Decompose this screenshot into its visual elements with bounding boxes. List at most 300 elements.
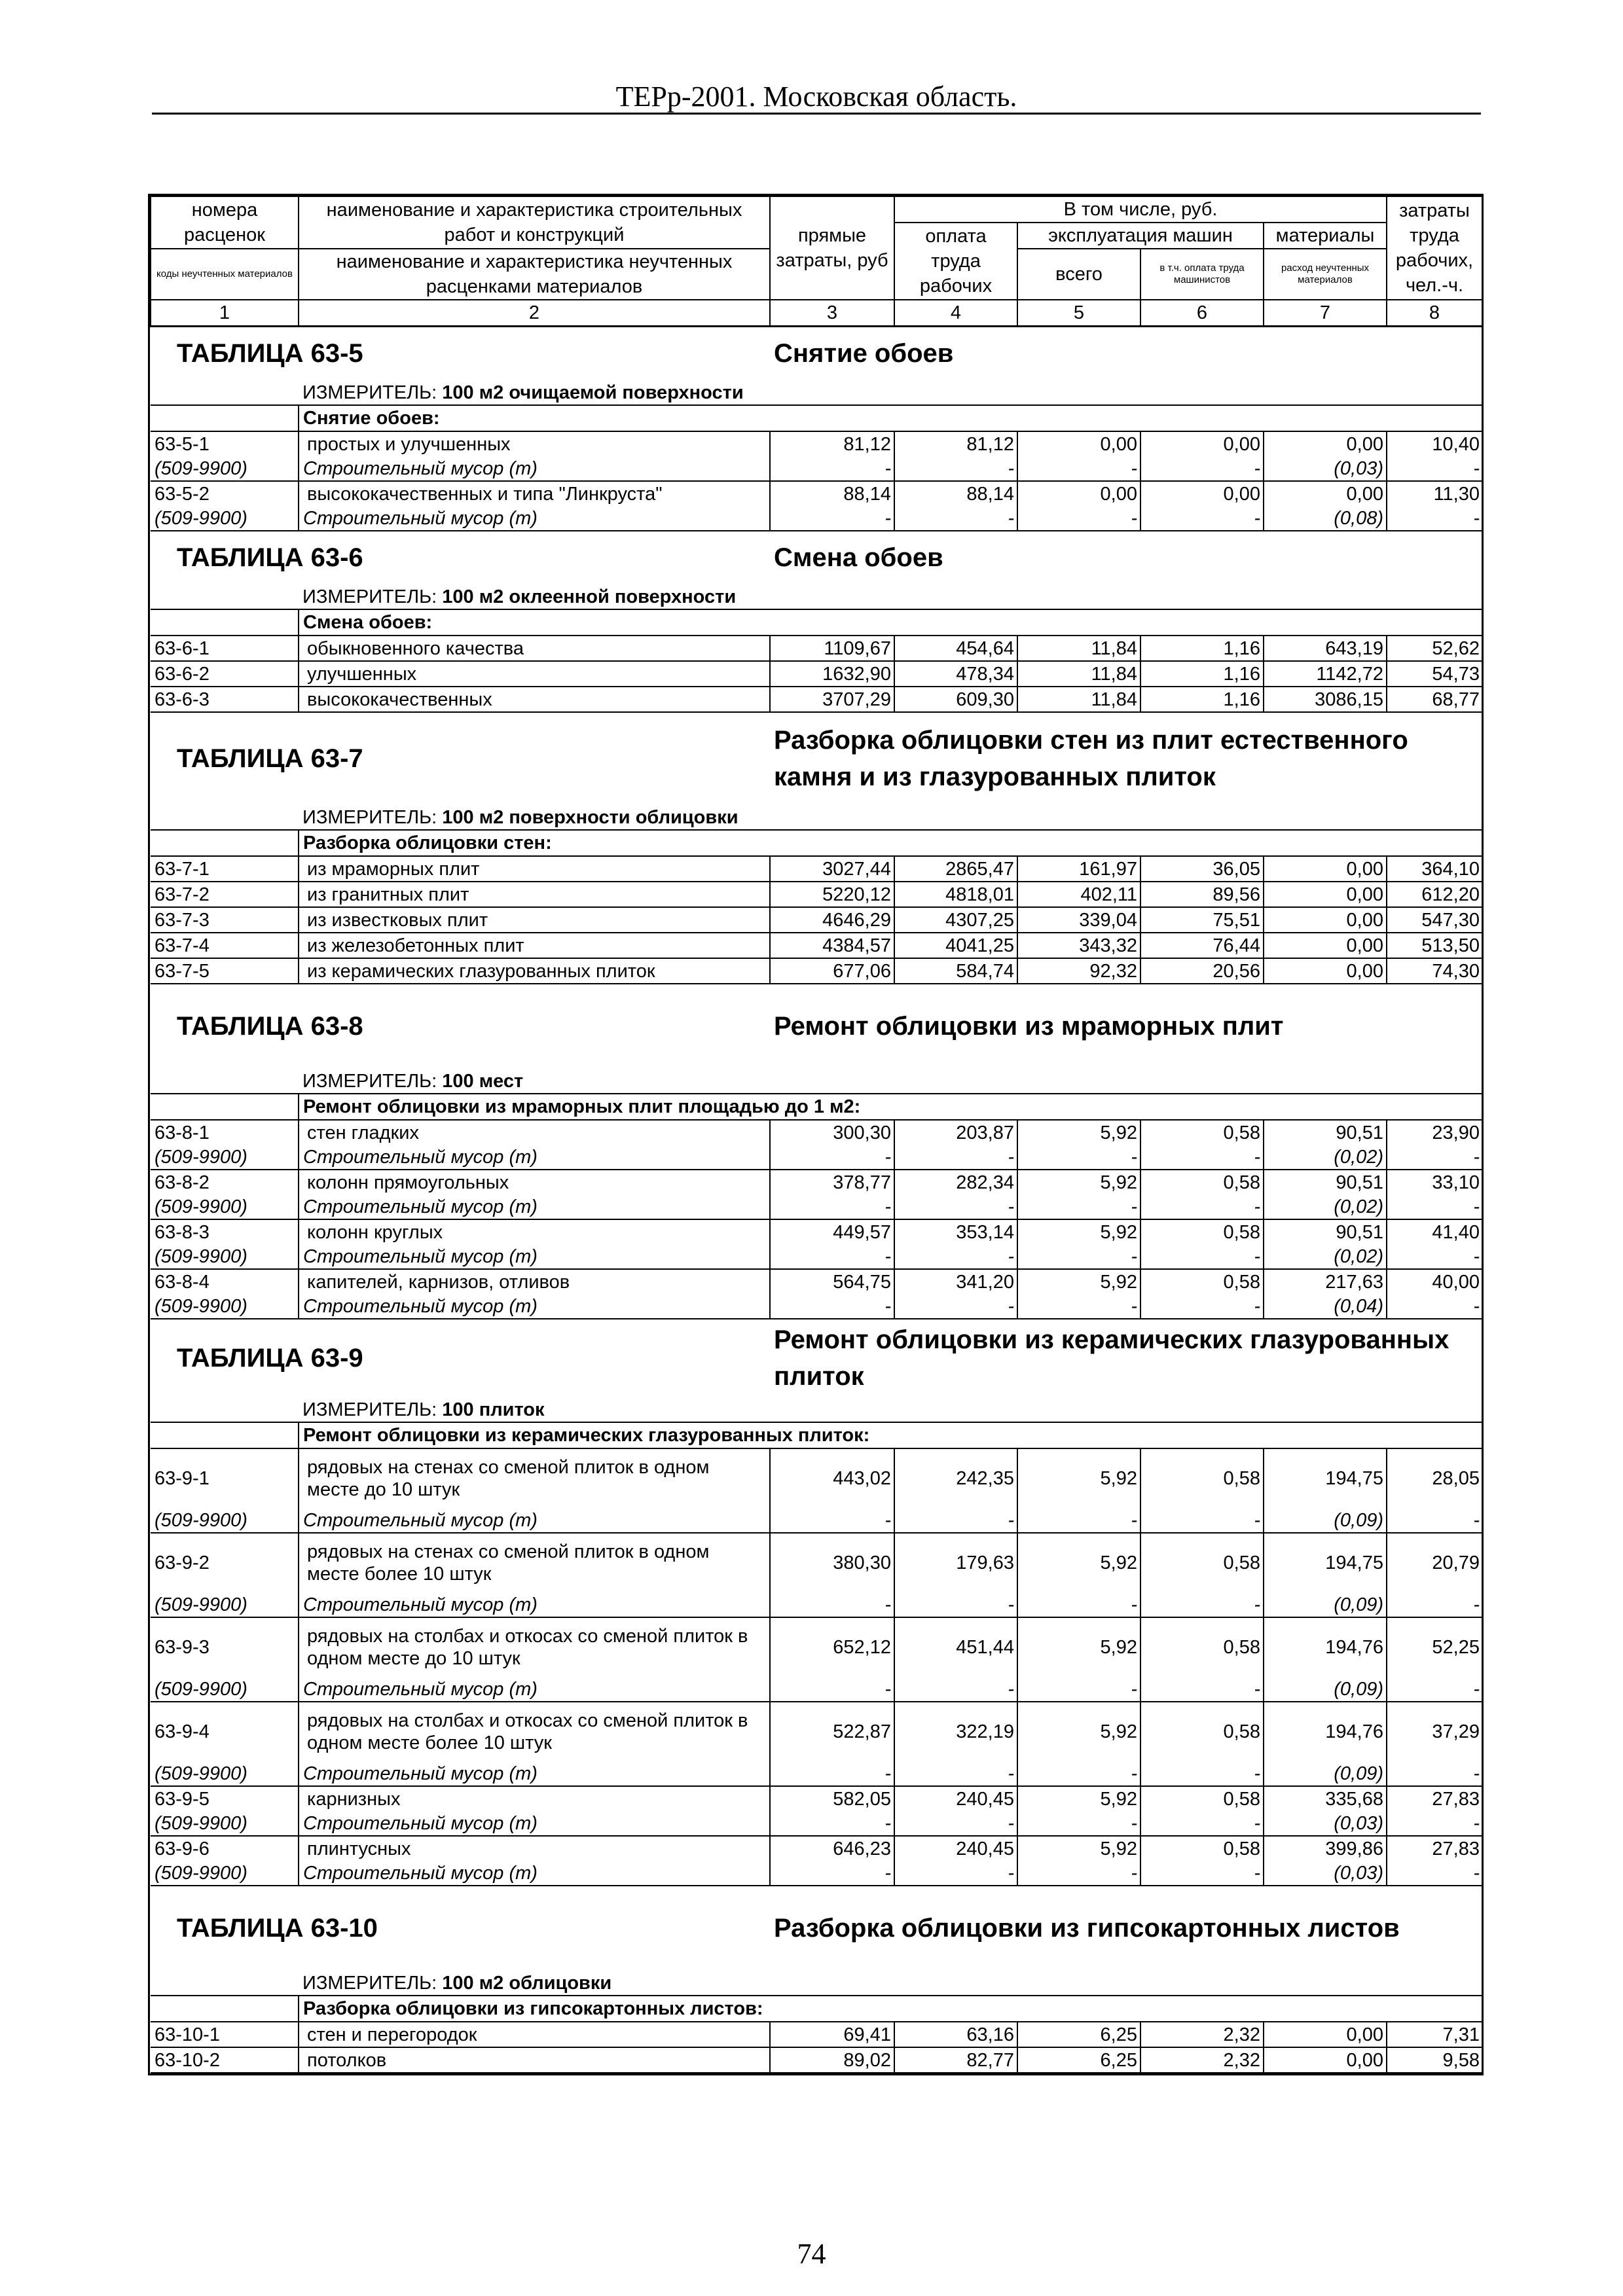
- material-value-c3: -: [770, 1194, 894, 1219]
- rate-code: 63-6-1: [151, 636, 299, 661]
- column-number: 6: [1140, 300, 1264, 327]
- value-c7: 0,00: [1264, 431, 1387, 456]
- material-value-c7: (0,09): [1264, 1677, 1387, 1702]
- value-c7: 90,51: [1264, 1120, 1387, 1145]
- measure-value: 100 плиток: [442, 1399, 545, 1420]
- material-value-c5: -: [1017, 1294, 1140, 1319]
- rate-code: 63-9-3: [151, 1617, 299, 1677]
- value-c8: 74,30: [1387, 958, 1482, 984]
- group-spacer: [151, 1996, 299, 2022]
- group-label: Ремонт облицовки из керамических глазурованных плиток:: [299, 1422, 1482, 1448]
- work-name: обыкновенного качества: [299, 636, 770, 661]
- table-name: Ремонт облицовки из мраморных плит: [774, 1012, 1284, 1041]
- material-code: (509-9900): [151, 1294, 299, 1319]
- table-row: [151, 1786, 1482, 1811]
- value-c4: 82,77: [894, 2047, 1017, 2073]
- work-name: рядовых на столбах и откосах со сменой плиток в одном месте более 10 штук: [299, 1702, 770, 1761]
- group-row: [151, 830, 1482, 856]
- value-c6: 0,00: [1140, 431, 1264, 456]
- measure: [299, 1397, 1482, 1422]
- material-value-c7: (0,08): [1264, 506, 1387, 531]
- material-value-c4: -: [894, 1145, 1017, 1170]
- material-row: [151, 1677, 1482, 1702]
- rate-code: 63-5-2: [151, 481, 299, 506]
- material-value-c7: (0,03): [1264, 456, 1387, 481]
- table-section-header: [151, 531, 1482, 584]
- material-value-c3: -: [770, 1677, 894, 1702]
- material-value-c3: -: [770, 1244, 894, 1269]
- material-name: Строительный мусор (т): [299, 1244, 770, 1269]
- rate-code: 63-7-2: [151, 882, 299, 907]
- group-row: [151, 1094, 1482, 1120]
- measure: [299, 380, 1482, 405]
- rate-code: 63-6-3: [151, 687, 299, 712]
- value-c8: 27,83: [1432, 1838, 1480, 1859]
- value-c8: 40,00: [1432, 1271, 1480, 1293]
- rate-code: 63-7-5: [151, 958, 299, 984]
- material-value-c3: -: [770, 506, 894, 531]
- measure-row: [151, 380, 1482, 405]
- rate-code: 63-9-1: [151, 1448, 299, 1508]
- material-value-c6: -: [1140, 1861, 1264, 1886]
- value-c3: 3027,44: [770, 856, 894, 882]
- value-c3: 378,77: [770, 1170, 894, 1194]
- col8-header: затраты труда рабочих, чел.-ч.: [1387, 196, 1482, 300]
- material-value-c3: -: [770, 1592, 894, 1617]
- material-value-c8: -: [1387, 1145, 1482, 1170]
- material-value-c3: -: [770, 1294, 894, 1319]
- value-c3: 646,23: [770, 1836, 894, 1861]
- table-row: [151, 958, 1482, 984]
- material-value-c7: (0,02): [1264, 1244, 1387, 1269]
- work-name: простых и улучшенных: [299, 431, 770, 456]
- value-c8: 10,40: [1387, 431, 1482, 456]
- value-c8: 513,50: [1387, 933, 1482, 958]
- material-value-c8: -: [1387, 456, 1482, 481]
- value-c7: 399,86: [1264, 1836, 1387, 1861]
- rate-code: 63-8-4: [151, 1269, 299, 1294]
- material-value-c7: (0,04): [1264, 1294, 1387, 1319]
- material-value-c7: (0,03): [1264, 1861, 1387, 1886]
- table-row: [151, 1170, 1482, 1194]
- column-number: 3: [770, 300, 894, 327]
- material-value-c5: -: [1017, 1508, 1140, 1533]
- table-section-header: [151, 1319, 1482, 1397]
- value-c4: 88,14: [894, 481, 1017, 506]
- value-c7: 0,00: [1264, 481, 1387, 506]
- rate-code: 63-7-4: [151, 933, 299, 958]
- value-c7: 217,63: [1264, 1269, 1387, 1294]
- machines-header: эксплуатация машин: [1017, 223, 1264, 249]
- value-c6: 2,32: [1140, 2022, 1264, 2047]
- group-label: Ремонт облицовки из мраморных плит площадью до 1 м2:: [299, 1094, 1482, 1120]
- table-row: [151, 2047, 1482, 2073]
- value-c6: 0,58: [1140, 1219, 1264, 1244]
- material-code: (509-9900): [151, 1145, 299, 1170]
- col1-bottom-header: коды неучтенных материалов: [151, 249, 299, 300]
- material-value-c6: -: [1140, 1508, 1264, 1533]
- group-row: [151, 609, 1482, 636]
- material-value-c7: (0,09): [1264, 1508, 1387, 1533]
- material-value-c6: -: [1140, 1677, 1264, 1702]
- material-value-c4: -: [894, 1294, 1017, 1319]
- value-c6: 0,58: [1140, 1836, 1264, 1861]
- value-c7: 90,51: [1264, 1170, 1387, 1194]
- group-label: Снятие обоев:: [299, 405, 1482, 431]
- value-c5: 5,92: [1017, 1533, 1140, 1592]
- value-c6: 20,56: [1140, 958, 1264, 984]
- material-value-c3: -: [770, 456, 894, 481]
- material-value-c3: -: [770, 1508, 894, 1533]
- value-c8: 37,29: [1432, 1721, 1480, 1742]
- material-value-c7: (0,02): [1264, 1194, 1387, 1219]
- value-c5: 6,25: [1017, 2047, 1140, 2073]
- value-c5: 0,00: [1017, 481, 1140, 506]
- material-value-c4: -: [894, 1244, 1017, 1269]
- value-c8: 9,58: [1387, 2047, 1482, 2073]
- table-title: ТАБЛИЦА 63-9: [177, 1344, 363, 1372]
- group-spacer: [151, 405, 299, 431]
- value-c4: 282,34: [894, 1170, 1017, 1194]
- measure-spacer: [151, 1397, 299, 1422]
- value-c5: 5,92: [1017, 1120, 1140, 1145]
- value-c8: 23,90: [1387, 1120, 1482, 1145]
- value-c7: 0,00: [1264, 958, 1387, 984]
- material-value-c5: -: [1017, 1861, 1140, 1886]
- col2-top-header: наименование и характеристика строительных работ и конструкций: [299, 196, 770, 249]
- measure-row: [151, 804, 1482, 830]
- column-number: 7: [1264, 300, 1387, 327]
- material-value-c3: -: [770, 1811, 894, 1836]
- page-number: 74: [797, 2238, 826, 2270]
- table-section-header: [151, 712, 1482, 804]
- work-name: рядовых на стенах со сменой плиток в одном месте до 10 штук: [299, 1448, 770, 1508]
- material-value-c5: -: [1017, 1677, 1140, 1702]
- measure: [299, 804, 1482, 830]
- measure-spacer: [151, 1068, 299, 1094]
- material-code: (509-9900): [151, 1508, 299, 1533]
- table-section-header: [151, 984, 1482, 1068]
- price-table: [148, 194, 1484, 2075]
- work-name: из мраморных плит: [299, 856, 770, 882]
- rate-code: 63-5-1: [151, 431, 299, 456]
- work-name: капителей, карнизов, отливов: [299, 1269, 770, 1294]
- table-row: [151, 481, 1482, 506]
- work-name: плинтусных: [299, 1836, 770, 1861]
- col5-header: всего: [1017, 249, 1140, 300]
- work-name: потолков: [299, 2047, 770, 2073]
- material-row: [151, 456, 1482, 481]
- material-row: [151, 1294, 1482, 1319]
- value-c6: 2,32: [1140, 2047, 1264, 2073]
- rate-code: 63-7-3: [151, 907, 299, 933]
- value-c5: 11,84: [1017, 687, 1140, 712]
- material-value-c4: -: [894, 1194, 1017, 1219]
- table-row: [151, 1269, 1482, 1294]
- value-c5: 161,97: [1017, 856, 1140, 882]
- material-row: [151, 1592, 1482, 1617]
- table-row: [151, 882, 1482, 907]
- material-name: Строительный мусор (т): [299, 1508, 770, 1533]
- table-row: [151, 1617, 1482, 1677]
- material-value-c3: -: [770, 1861, 894, 1886]
- material-code: (509-9900): [151, 456, 299, 481]
- value-c3: 4384,57: [770, 933, 894, 958]
- measure-label: ИЗМЕРИТЕЛЬ:: [302, 1973, 443, 1994]
- value-c6: 0,58: [1140, 1170, 1264, 1194]
- material-code: (509-9900): [151, 1761, 299, 1786]
- value-c3: 88,14: [770, 481, 894, 506]
- value-c6: 0,58: [1140, 1786, 1264, 1811]
- material-name: Строительный мусор (т): [299, 1677, 770, 1702]
- value-c7: 643,19: [1264, 636, 1387, 661]
- measure: [299, 1068, 1482, 1094]
- group-row: [151, 405, 1482, 431]
- material-name: Строительный мусор (т): [299, 1294, 770, 1319]
- material-name: Строительный мусор (т): [299, 1761, 770, 1786]
- value-c5: 5,92: [1017, 1836, 1140, 1861]
- rate-code: 63-9-5: [151, 1786, 299, 1811]
- material-value-c5: -: [1017, 1244, 1140, 1269]
- col4-header: оплата труда рабочих: [894, 223, 1017, 300]
- value-c4: 4307,25: [894, 907, 1017, 933]
- table-row: [151, 1219, 1482, 1244]
- column-numbers: [151, 300, 1482, 327]
- work-name: стен и перегородок: [299, 2022, 770, 2047]
- material-value-c8: -: [1387, 1677, 1482, 1702]
- value-c8: 547,30: [1387, 907, 1482, 933]
- material-name: Строительный мусор (т): [299, 1811, 770, 1836]
- table-row: [151, 856, 1482, 882]
- value-c8: 68,77: [1387, 687, 1482, 712]
- work-name: карнизных: [299, 1786, 770, 1811]
- value-c5: 5,92: [1017, 1786, 1140, 1811]
- work-name: из железобетонных плит: [299, 933, 770, 958]
- value-c6: 0,58: [1140, 1448, 1264, 1508]
- group-label: Разборка облицовки стен:: [299, 830, 1482, 856]
- value-c4: 81,12: [894, 431, 1017, 456]
- table-name: Разборка облицовки из гипсокартонных листов: [774, 1914, 1400, 1943]
- rate-code: 63-10-1: [151, 2022, 299, 2047]
- material-row: [151, 1811, 1482, 1836]
- rate-code: 63-9-4: [151, 1702, 299, 1761]
- value-c3: 1632,90: [770, 661, 894, 687]
- value-c8: 52,62: [1387, 636, 1482, 661]
- table-section-header: [151, 327, 1482, 380]
- measure-value: 100 м2 оклеенной поверхности: [442, 586, 737, 607]
- material-value-c6: -: [1140, 1592, 1264, 1617]
- column-number: 4: [894, 300, 1017, 327]
- rate-code: 63-8-2: [151, 1170, 299, 1194]
- material-value-c8: -: [1387, 1508, 1482, 1533]
- work-name: улучшенных: [299, 661, 770, 687]
- rate-code: 63-8-3: [151, 1219, 299, 1244]
- measure-spacer: [151, 380, 299, 405]
- work-name: высококачественных: [299, 687, 770, 712]
- material-code: (509-9900): [151, 1811, 299, 1836]
- measure-label: ИЗМЕРИТЕЛЬ:: [302, 1071, 443, 1092]
- material-value-c7: (0,02): [1264, 1145, 1387, 1170]
- value-c3: 5220,12: [770, 882, 894, 907]
- value-c6: 36,05: [1140, 856, 1264, 882]
- value-c3: 380,30: [770, 1533, 894, 1592]
- value-c5: 5,92: [1017, 1269, 1140, 1294]
- material-name: Строительный мусор (т): [299, 1145, 770, 1170]
- material-code: (509-9900): [151, 1194, 299, 1219]
- measure-value: 100 м2 облицовки: [442, 1973, 612, 1994]
- value-c5: 5,92: [1017, 1219, 1140, 1244]
- value-c4: 322,19: [894, 1702, 1017, 1761]
- material-value-c8: -: [1387, 1761, 1482, 1786]
- value-c7: 0,00: [1264, 2047, 1387, 2073]
- material-row: [151, 1861, 1482, 1886]
- table-row: [151, 1702, 1482, 1761]
- value-c7: 194,76: [1264, 1702, 1387, 1761]
- value-c4: 4818,01: [894, 882, 1017, 907]
- measure: [299, 584, 1482, 609]
- column-number: 2: [299, 300, 770, 327]
- value-c8: 54,73: [1387, 661, 1482, 687]
- table-row: [151, 636, 1482, 661]
- work-name: из известковых плит: [299, 907, 770, 933]
- value-c7: 0,00: [1264, 882, 1387, 907]
- value-c4: 240,45: [894, 1786, 1017, 1811]
- measure: [299, 1970, 1482, 1996]
- group-spacer: [151, 609, 299, 636]
- work-name: из керамических глазурованных плиток: [299, 958, 770, 984]
- value-c5: 5,92: [1017, 1702, 1140, 1761]
- value-c7: 194,75: [1264, 1533, 1387, 1592]
- value-c6: 0,58: [1140, 1120, 1264, 1145]
- value-c8: 33,10: [1432, 1172, 1480, 1193]
- value-c8: 27,83: [1432, 1788, 1480, 1810]
- measure-spacer: [151, 584, 299, 609]
- material-value-c5: -: [1017, 1194, 1140, 1219]
- value-c7: 3086,15: [1264, 687, 1387, 712]
- measure-row: [151, 1068, 1482, 1094]
- value-c6: 1,16: [1140, 687, 1264, 712]
- table-row: [151, 1836, 1482, 1861]
- work-name: колонн круглых: [299, 1219, 770, 1244]
- value-c4: 353,14: [894, 1219, 1017, 1244]
- value-c8: 364,10: [1387, 856, 1482, 882]
- group-spacer: [151, 1422, 299, 1448]
- value-c5: 5,92: [1017, 1170, 1140, 1194]
- material-value-c8: -: [1387, 1244, 1482, 1269]
- measure-spacer: [151, 804, 299, 830]
- value-c5: 402,11: [1017, 882, 1140, 907]
- material-value-c6: -: [1140, 506, 1264, 531]
- material-row: [151, 1194, 1482, 1219]
- table-row: [151, 2022, 1482, 2047]
- table-title: ТАБЛИЦА 63-5: [177, 339, 363, 368]
- value-c7: 0,00: [1264, 2022, 1387, 2047]
- rate-code: 63-6-2: [151, 661, 299, 687]
- material-row: [151, 1761, 1482, 1786]
- value-c3: 522,87: [770, 1702, 894, 1761]
- value-c3: 449,57: [770, 1219, 894, 1244]
- material-row: [151, 506, 1482, 531]
- measure-row: [151, 584, 1482, 609]
- measure-label: ИЗМЕРИТЕЛЬ:: [302, 1399, 443, 1420]
- group-label: Разборка облицовки из гипсокартонных листов:: [299, 1996, 1482, 2022]
- material-value-c5: -: [1017, 1811, 1140, 1836]
- material-value-c6: -: [1140, 1294, 1264, 1319]
- col7-header: расход неучтенных материалов: [1264, 249, 1387, 300]
- value-c7: 0,00: [1264, 933, 1387, 958]
- table-title: ТАБЛИЦА 63-8: [177, 1012, 363, 1041]
- value-c3: 1109,67: [770, 636, 894, 661]
- col1-top-header: номера расценок: [151, 196, 299, 249]
- material-value-c3: -: [770, 1145, 894, 1170]
- measure-label: ИЗМЕРИТЕЛЬ:: [302, 807, 443, 828]
- material-value-c5: -: [1017, 1761, 1140, 1786]
- material-value-c6: -: [1140, 456, 1264, 481]
- work-name: стен гладких: [299, 1120, 770, 1145]
- value-c7: 0,00: [1264, 907, 1387, 933]
- material-row: [151, 1145, 1482, 1170]
- column-header: [151, 196, 1482, 327]
- rate-code: 63-9-2: [151, 1533, 299, 1592]
- table-row: [151, 1533, 1482, 1592]
- value-c4: 609,30: [894, 687, 1017, 712]
- material-value-c8: -: [1387, 1592, 1482, 1617]
- material-value-c4: -: [894, 506, 1017, 531]
- value-c8: 41,40: [1432, 1221, 1480, 1243]
- material-name: Строительный мусор (т): [299, 1194, 770, 1219]
- header-rule: [152, 113, 1481, 115]
- value-c4: 584,74: [894, 958, 1017, 984]
- value-c6: 0,58: [1140, 1617, 1264, 1677]
- value-c5: 11,84: [1017, 636, 1140, 661]
- table-title: ТАБЛИЦА 63-10: [177, 1914, 378, 1943]
- value-c8: 612,20: [1387, 882, 1482, 907]
- group-label: Смена обоев:: [299, 609, 1482, 636]
- work-name: рядовых на столбах и откосах со сменой плиток в одном месте до 10 штук: [299, 1617, 770, 1677]
- material-value-c4: -: [894, 1592, 1017, 1617]
- material-value-c8: -: [1387, 1294, 1482, 1319]
- material-value-c5: -: [1017, 1592, 1140, 1617]
- material-code: (509-9900): [151, 1677, 299, 1702]
- material-name: Строительный мусор (т): [299, 456, 770, 481]
- value-c7: 194,76: [1264, 1617, 1387, 1677]
- material-value-c5: -: [1017, 506, 1140, 531]
- value-c4: 242,35: [894, 1448, 1017, 1508]
- column-number: 1: [151, 300, 299, 327]
- value-c6: 75,51: [1140, 907, 1264, 933]
- incl-header: В том числе, руб.: [894, 196, 1387, 223]
- materials-header: материалы: [1264, 223, 1387, 249]
- value-c3: 582,05: [770, 1786, 894, 1811]
- value-c3: 81,12: [770, 431, 894, 456]
- table-row: [151, 661, 1482, 687]
- value-c3: 89,02: [770, 2047, 894, 2073]
- value-c6: 89,56: [1140, 882, 1264, 907]
- work-name: рядовых на стенах со сменой плиток в одном месте более 10 штук: [299, 1533, 770, 1592]
- value-c6: 0,58: [1140, 1702, 1264, 1761]
- value-c4: 240,45: [894, 1836, 1017, 1861]
- material-value-c4: -: [894, 1677, 1017, 1702]
- value-c6: 1,16: [1140, 661, 1264, 687]
- material-value-c3: -: [770, 1761, 894, 1786]
- group-spacer: [151, 830, 299, 856]
- value-c3: 3707,29: [770, 687, 894, 712]
- rate-code: 63-9-6: [151, 1836, 299, 1861]
- value-c3: 4646,29: [770, 907, 894, 933]
- material-code: (509-9900): [151, 506, 299, 531]
- value-c6: 0,58: [1140, 1269, 1264, 1294]
- value-c3: 69,41: [770, 2022, 894, 2047]
